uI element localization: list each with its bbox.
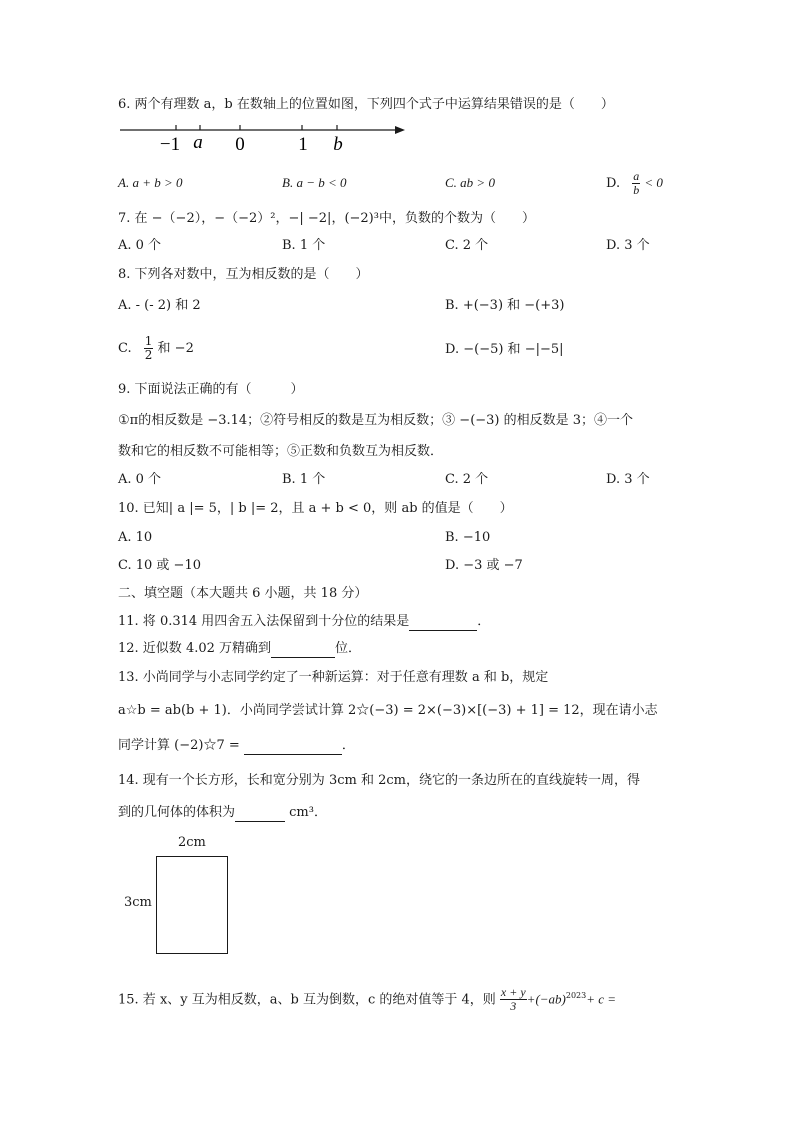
q8-option-c: [118, 334, 194, 364]
q8-option-c-fraction: [144, 335, 154, 362]
q7-option-a: A. 0 个: [118, 238, 162, 253]
rectangle-width-label: 2cm: [178, 835, 206, 850]
q13-answer-blank[interactable]: [244, 738, 342, 755]
q11-answer-blank[interactable]: [409, 614, 477, 631]
q10-option-a: A. 10: [118, 530, 153, 545]
axis-label-a: a: [193, 132, 203, 153]
q12-answer-blank[interactable]: [271, 641, 335, 658]
q8-option-c-numerator: 1: [144, 334, 153, 348]
q9-option-b: B. 1 个: [282, 472, 326, 487]
q6-option-b: B. a − b < 0: [282, 175, 347, 190]
q10-option-c: C. 10 或 −10: [118, 558, 201, 573]
q6-option-a: A. a + b > 0: [118, 175, 183, 190]
q13-line-1: 13. 小尚同学与小志同学约定了一种新运算：对于任意有理数 a 和 b，规定: [118, 670, 549, 685]
number-line: [118, 118, 418, 168]
q12-text: 12. 近似数 4.02 万精确到: [118, 641, 272, 656]
q13-line-3: [118, 738, 355, 755]
q13-line-2: a☆b = ab(b + 1)．小尚同学尝试计算 2☆(−3) = 2×(−3)×[(−3) + 1] = 12，现在请小志: [118, 703, 658, 718]
q15-denominator: 3: [510, 999, 517, 1014]
q6-option-d-denominator: b: [633, 183, 640, 197]
q15-fraction: [500, 986, 527, 1013]
q11-end: ．: [477, 614, 491, 629]
q7-option-c: C. 2 个: [445, 238, 489, 253]
q6-stem: 6. 两个有理数 a，b 在数轴上的位置如图，下列四个式子中运算结果错误的是（ ）: [118, 97, 614, 112]
q10-option-d: D. −3 或 −7: [445, 558, 523, 573]
q6-option-d-numerator: a: [633, 169, 640, 183]
q10-option-b: B. −10: [445, 530, 491, 545]
q8-option-a: A. - (- 2) 和 2: [118, 298, 201, 313]
q9-statement-line-2: 数和它的相反数不可能相等；⑤正数和负数互为相反数．: [118, 444, 444, 459]
q14-answer-blank[interactable]: [235, 805, 285, 822]
q8-option-c-denominator: 2: [144, 348, 153, 362]
q15-prefix: 15. 若 x、y 互为相反数，a、b 互为倒数，c 的绝对值等于 4，则: [118, 992, 496, 1008]
q13-line-3-end: ．: [341, 738, 355, 753]
q14-unit: cm³: [289, 805, 314, 820]
q8-option-d: D. −(−5) 和 −|−5|: [445, 342, 564, 357]
q14-line-2-prefix: 到的几何体的体积为: [118, 805, 236, 820]
q9-option-a: A. 0 个: [118, 472, 162, 487]
q13-line-3-prefix: 同学计算 (−2)☆7 =: [118, 738, 240, 753]
q14-line-2-end: ．: [313, 805, 327, 820]
q6-option-c: C. ab > 0: [445, 175, 495, 190]
q7-option-d: D. 3 个: [606, 238, 650, 253]
q14-line-1: 14. 现有一个长方形，长和宽分别为 3cm 和 2cm，绕它的一条边所在的直线旋转一周，得: [118, 773, 640, 788]
section-heading-fill-blank: 二、填空题（本大题共 6 小题，共 18 分）: [118, 586, 368, 601]
q8-option-c-suffix: 和 −2: [157, 341, 194, 356]
q15-exponent: 2023: [565, 991, 587, 1000]
q7-option-b: B. 1 个: [282, 238, 326, 253]
q11-text: 11. 将 0.314 用四舍五入法保留到十分位的结果是: [118, 614, 410, 629]
number-line-arrow: [395, 126, 405, 134]
axis-label-zero: 0: [235, 134, 245, 155]
rectangle-length-label: 3cm: [124, 895, 152, 910]
q8-stem: 8. 下列各对数中，互为相反数的是（ ）: [118, 267, 369, 282]
q9-statement-line-1: ①π的相反数是 −3.14；②符号相反的数是互为相反数；③ −(−3) 的相反数是 3；④一个: [118, 413, 634, 428]
q7-stem: 7. 在 −（−2），−（−2）²，−| −2|，(−2)³中，负数的个数为（ ）: [118, 211, 535, 226]
q12-end: 位．: [335, 641, 362, 656]
q15-end: + c =: [586, 991, 617, 1007]
q9-option-c: C. 2 个: [445, 472, 489, 487]
q6-option-d-fraction: [632, 170, 640, 197]
rectangle-figure: [156, 856, 228, 954]
q6-option-d-suffix: < 0: [644, 175, 663, 190]
q6-option-d: [606, 168, 663, 199]
q15-numerator: x + y: [500, 985, 526, 1000]
axis-label-b: b: [333, 134, 343, 155]
q9-option-d: D. 3 个: [606, 472, 650, 487]
axis-label-minus-one: −1: [159, 134, 181, 155]
q12-line: [118, 641, 361, 658]
q15-line: [118, 978, 616, 1018]
axis-label-one: 1: [298, 134, 308, 155]
q9-stem: 9. 下面说法正确的有（ ）: [118, 382, 304, 397]
q8-option-c-prefix: C.: [118, 341, 132, 356]
q11-line: [118, 614, 490, 631]
q10-stem: 10. 已知| a |= 5，| b |= 2，且 a + b < 0，则 ab 的值是（ ）: [118, 501, 513, 516]
q8-option-b: B. +(−3) 和 −(+3): [445, 298, 565, 313]
q15-middle: +(−ab): [526, 991, 566, 1007]
q14-line-2: [118, 805, 327, 822]
q6-option-d-prefix: D.: [606, 176, 621, 191]
